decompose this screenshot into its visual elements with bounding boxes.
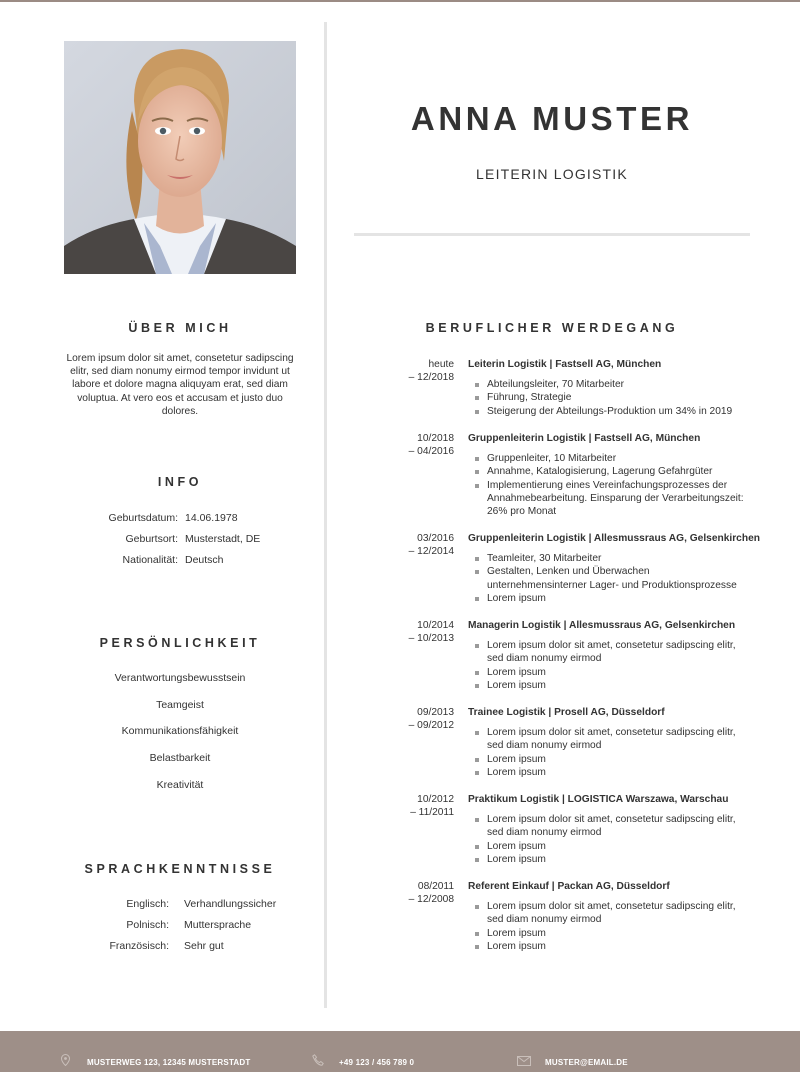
date-to: – 10/2013 xyxy=(408,633,454,645)
language-level: Sehr gut xyxy=(184,940,224,952)
list-item: Lorem ipsum xyxy=(487,840,745,853)
date-to: – 04/2016 xyxy=(408,446,454,458)
contact-footer xyxy=(0,1031,800,1072)
date-from: 09/2013 xyxy=(417,707,454,718)
info-value: Deutsch xyxy=(185,554,224,566)
list-item: Führung, Strategie xyxy=(487,391,745,404)
phone-icon xyxy=(312,1054,324,1066)
language-level: Muttersprache xyxy=(184,919,252,931)
personality-item: Teamgeist xyxy=(156,699,204,711)
list-item: Lorem ipsum xyxy=(487,679,745,692)
career-title: Leiterin Logistik | Fastsell AG, München xyxy=(468,359,662,370)
date-to: – 09/2012 xyxy=(408,720,454,732)
languages-heading: SPRACHKENNTNISSE xyxy=(84,862,276,876)
info-label: Geburtsort: xyxy=(125,533,178,545)
career-date xyxy=(354,432,454,459)
info-value: 14.06.1978 xyxy=(185,512,238,524)
career-bullets xyxy=(487,639,745,692)
info-heading: INFO xyxy=(157,475,203,489)
list-item: Teamleiter, 30 Mitarbeiter xyxy=(487,552,745,565)
list-item: Implementierung eines Vereinfachungsprozesses der Annahmebearbeitung. Einsparung der Verarbeitungszeit: 26% pro Monat xyxy=(487,479,744,518)
date-from: 10/2018 xyxy=(417,433,454,444)
personality-item: Kommunikationsfähigkeit xyxy=(121,725,239,737)
personality-item: Verantwortungsbewusstsein xyxy=(114,672,246,684)
career-bullets xyxy=(487,900,745,953)
column-divider xyxy=(324,22,327,1008)
date-to: – 11/2011 xyxy=(410,807,454,819)
footer-phone-link[interactable]: +49 123 / 456 789 0 xyxy=(339,1058,415,1067)
career-date xyxy=(354,880,454,907)
info-value: Musterstadt, DE xyxy=(185,533,261,545)
job-title: LEITERIN LOGISTIK xyxy=(476,166,628,182)
list-item: Lorem ipsum dolor sit amet, consetetur sadipscing elitr, sed diam nonumy eirmod xyxy=(487,726,745,753)
person-name: ANNA MUSTER xyxy=(410,100,694,137)
list-item: Steigerung der Abteilungs-Produktion um 34% in 2019 xyxy=(487,405,745,418)
personality-item: Kreativität xyxy=(156,779,204,791)
footer-address: MUSTERWEG 123, 12345 MUSTERSTADT xyxy=(87,1058,251,1067)
date-to: – 12/2018 xyxy=(408,372,454,384)
career-title: Praktikum Logistik | LOGISTICA Warszawa, Warschau xyxy=(468,794,729,805)
date-to: – 12/2014 xyxy=(408,546,454,558)
language-level: Verhandlungssicher xyxy=(184,898,277,910)
list-item: Gestalten, Lenken und Überwachen unternehmensinterner Lager- und Produktionsprozesse xyxy=(487,565,745,592)
list-item: Lorem ipsum xyxy=(487,927,745,940)
date-from: heute xyxy=(428,359,454,370)
language-label: Englisch: xyxy=(126,898,169,910)
profile-photo xyxy=(64,41,296,274)
list-item: Lorem ipsum dolor sit amet, consetetur sadipscing elitr, sed diam nonumy eirmod xyxy=(487,813,745,840)
career-date xyxy=(354,793,454,820)
language-label: Polnisch: xyxy=(126,919,169,931)
language-label: Französisch: xyxy=(109,940,169,952)
career-date xyxy=(354,358,454,385)
list-item: Abteilungsleiter, 70 Mitarbeiter xyxy=(487,378,745,391)
list-item: Gruppenleiter, 10 Mitarbeiter xyxy=(487,452,745,465)
list-item: Annahme, Katalogisierung, Lagerung Gefahrgüter xyxy=(487,465,745,478)
list-item: Lorem ipsum xyxy=(487,940,745,953)
date-from: 10/2012 xyxy=(417,794,454,805)
list-item: Lorem ipsum xyxy=(487,666,745,679)
career-bullets xyxy=(487,378,745,418)
date-to: – 12/2008 xyxy=(408,894,454,906)
career-date xyxy=(354,706,454,733)
about-heading: ÜBER MICH xyxy=(128,321,232,335)
top-accent-line xyxy=(0,0,800,2)
career-title: Gruppenleiterin Logistik | Allesmussraus AG, Gelsenkirchen xyxy=(468,533,760,544)
list-item: Lorem ipsum xyxy=(487,853,745,866)
career-bullets xyxy=(487,726,745,779)
list-item: Lorem ipsum xyxy=(487,753,745,766)
career-heading: BERUFLICHER WERDEGANG xyxy=(425,321,679,335)
career-title: Trainee Logistik | Prosell AG, Düsseldorf xyxy=(468,707,665,718)
date-from: 03/2016 xyxy=(417,533,454,544)
personality-heading: PERSÖNLICHKEIT xyxy=(99,636,261,650)
info-label: Geburtsdatum: xyxy=(108,512,178,524)
career-bullets xyxy=(487,552,745,605)
date-from: 10/2014 xyxy=(417,620,454,631)
list-item: Lorem ipsum xyxy=(487,592,745,605)
about-text: Lorem ipsum dolor sit amet, consetetur sadipscing elitr, sed diam nonumy eirmod tempor invidunt ut labore et dolore magna aliquyam erat, sed diam voluptua. At vero eos et accusam et justo duo dolores. xyxy=(66,353,294,417)
list-item: Lorem ipsum dolor sit amet, consetetur sadipscing elitr, sed diam nonumy eirmod xyxy=(487,639,745,666)
envelope-icon xyxy=(517,1056,531,1066)
career-date xyxy=(354,532,454,559)
career-bullets xyxy=(487,813,745,866)
info-label: Nationalität: xyxy=(122,554,178,566)
career-title: Referent Einkauf | Packan AG, Düsseldorf xyxy=(468,881,670,892)
career-date xyxy=(354,619,454,646)
personality-item: Belastbarkeit xyxy=(149,752,211,764)
list-item: Lorem ipsum dolor sit amet, consetetur sadipscing elitr, sed diam nonumy eirmod xyxy=(487,900,745,927)
career-title: Managerin Logistik | Allesmussraus AG, Gelsenkirchen xyxy=(468,620,736,631)
career-bullets xyxy=(487,452,745,518)
career-title: Gruppenleiterin Logistik | Fastsell AG, München xyxy=(468,433,701,444)
header-divider xyxy=(354,233,750,236)
footer-email-link[interactable]: MUSTER@EMAIL.DE xyxy=(545,1058,628,1067)
location-pin-icon xyxy=(61,1054,70,1066)
date-from: 08/2011 xyxy=(417,881,454,892)
list-item: Lorem ipsum xyxy=(487,766,745,779)
